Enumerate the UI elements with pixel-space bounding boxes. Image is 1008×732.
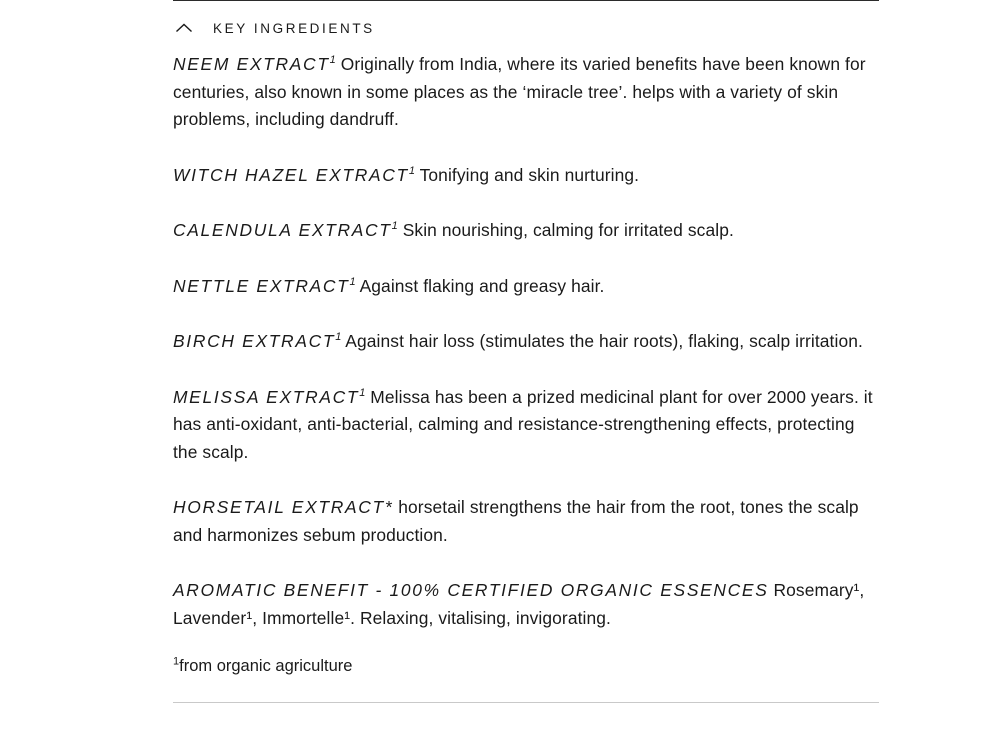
ingredient-description: horsetail strengthens the hair from the root, tones the scalp and harmonizes sebum production.: [173, 497, 859, 545]
ingredient-description: Originally from India, where its varied benefits have been known for centuries, also known in some places as the ‘miracle tree’. helps with a variety of skin problems, including dandruff.: [173, 54, 866, 129]
ingredient-term: NETTLE EXTRACT$^1$: [173, 275, 356, 296]
ingredient-term: CALENDULA EXTRACT$^1$: [173, 220, 398, 240]
ingredient-term-superscript: 1: [349, 275, 356, 288]
list-item: [173, 273, 879, 301]
list-item: [173, 51, 879, 134]
footnote-text: from organic agriculture: [179, 657, 353, 675]
ingredient-description: Skin nourishing, calming for irritated scalp.: [397, 220, 734, 240]
ingredient-description: Against flaking and greasy hair.: [355, 275, 605, 296]
ingredient-term: BIRCH EXTRACT$^1$: [173, 331, 342, 351]
list-item: [173, 328, 879, 356]
ingredient-term: NEEM EXTRACT$^1$: [173, 54, 336, 74]
ingredient-term: MELISSA EXTRACT$^1$: [173, 386, 366, 407]
list-item: [173, 494, 879, 549]
ingredient-term-superscript: 1: [329, 54, 336, 67]
footnote: [173, 654, 879, 678]
ingredients-list: [173, 51, 879, 632]
footnote-marker: 1: [173, 655, 180, 668]
ingredient-term-superscript: 1: [391, 220, 398, 233]
key-ingredients-section-header[interactable]: [173, 11, 879, 45]
ingredient-description: Melissa has been a prized medicinal plant for over 2000 years. it has anti-oxidant, anti-bacterial, calming and resistance-strengthening effects, protecting the scalp.: [173, 386, 873, 462]
ingredient-description: Tonifying and skin nurturing.: [414, 164, 640, 185]
bottom-divider: [173, 702, 879, 703]
chevron-up-icon[interactable]: [173, 17, 195, 39]
ingredient-term-superscript: 1: [408, 164, 415, 177]
ingredient-term-superscript: 1: [359, 386, 366, 399]
list-item: [173, 162, 879, 190]
list-item: [173, 577, 879, 632]
ingredient-term: WITCH HAZEL EXTRACT$^1$: [173, 164, 415, 185]
ingredient-description: Against hair loss (stimulates the hair roots), flaking, scalp irritation.: [341, 331, 863, 351]
ingredient-term: AROMATIC BENEFIT - 100% CERTIFIED ORGANIC ESSENCES: [173, 580, 769, 600]
top-divider: [173, 0, 879, 1]
content-column: [173, 0, 879, 703]
ingredient-description: Rosemary¹, Lavender¹, Immortelle¹. Relaxing, vitalising, invigorating.: [173, 580, 865, 628]
section-title: KEY INGREDIENTS: [213, 20, 375, 36]
list-item: [173, 384, 879, 467]
ingredient-term: HORSETAIL EXTRACT*: [173, 497, 394, 517]
list-item: [173, 217, 879, 245]
ingredient-term-superscript: 1: [335, 331, 342, 344]
